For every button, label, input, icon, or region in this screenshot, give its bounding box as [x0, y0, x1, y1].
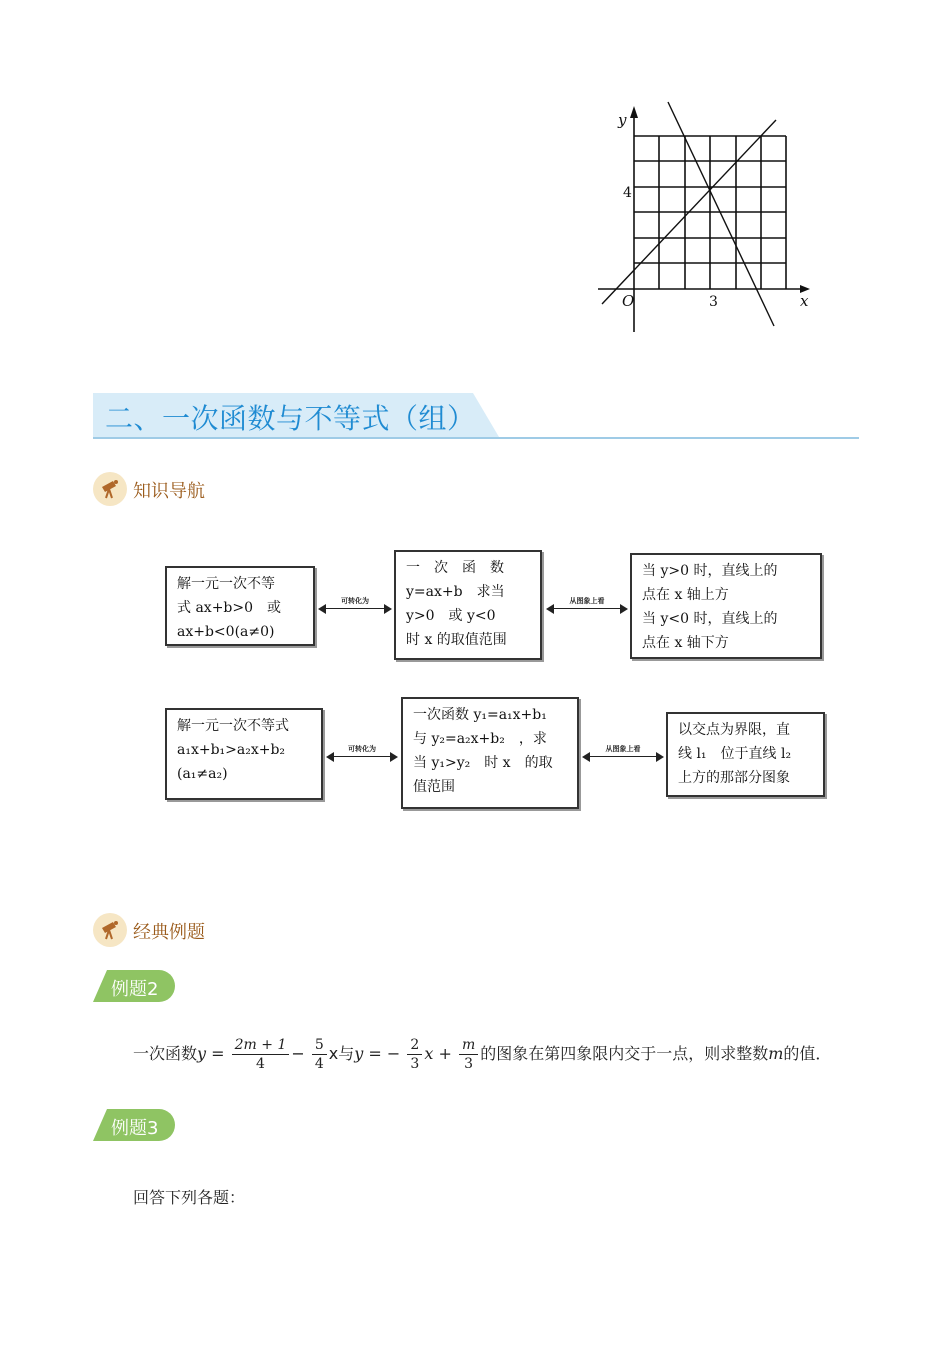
flow-text: 点在 x 轴下方 [642, 635, 729, 651]
coordinate-graph [592, 100, 822, 340]
flow-row2-arrow1 [326, 746, 398, 766]
flow-text: ax+b<0(a≠0) [177, 624, 275, 640]
x-tick-label: 3 [709, 294, 718, 310]
fraction-numerator: m [459, 1036, 478, 1055]
problem-text: 一次函数 [133, 1044, 198, 1063]
origin-label: O [622, 292, 635, 310]
flow-text: a₁x+b₁>a₂x+b₂ [177, 742, 286, 758]
example2-problem [133, 1036, 831, 1073]
flow-text: y>0 或 y<0 [406, 608, 496, 624]
flow-row2-box2 [401, 697, 579, 809]
telescope-icon [93, 472, 127, 506]
flow-text: 当 y<0 时，直线上的 [642, 611, 778, 627]
arrow-label: 可转化为 [348, 745, 376, 753]
flow-text: 当 y>0 时，直线上的 [642, 563, 778, 579]
flow-text: 解一元一次不等 [177, 576, 275, 592]
flow-text: 点在 x 轴上方 [642, 587, 729, 603]
fraction-numerator: 2 [407, 1036, 422, 1055]
section-header [93, 393, 859, 439]
x-axis-label: x [800, 292, 809, 310]
flow-text: 一 次 函 数 [406, 560, 504, 576]
flow-text: 线 l₁ 位于直线 l₂ [678, 746, 792, 762]
math-text: y = [197, 1044, 225, 1063]
arrow-label: 从图象上看 [605, 745, 641, 753]
arrow-label: 从图象上看 [569, 597, 605, 605]
flow-text: 上方的那部分图象 [678, 770, 790, 786]
math-text: y = − [354, 1044, 401, 1063]
y-tick-label: 4 [623, 185, 632, 201]
telescope-icon [93, 913, 127, 947]
example2-tag [93, 970, 175, 1002]
flow-row1-arrow1 [318, 598, 392, 618]
knowledge-nav-label: 知识导航 [133, 481, 205, 502]
math-text: m [768, 1044, 784, 1063]
fraction-denominator: 4 [256, 1056, 265, 1072]
arrow-label: 可转化为 [341, 597, 369, 605]
problem-text: 的值． [783, 1044, 832, 1063]
flow-text: (a₁≠a₂) [177, 766, 228, 782]
fraction-numerator: 5 [312, 1036, 327, 1055]
fraction [407, 1036, 422, 1073]
example3-tag [93, 1109, 175, 1141]
fraction [312, 1036, 327, 1073]
flow-text: 值范围 [413, 779, 455, 795]
math-text: x + [424, 1044, 452, 1063]
fraction [459, 1036, 478, 1073]
example3-tag-label: 例题3 [111, 1118, 159, 1139]
math-text: − [291, 1044, 305, 1063]
flow-text: 时 x 的取值范围 [406, 632, 507, 648]
section-underline [93, 437, 859, 439]
fraction-denominator: 3 [410, 1056, 420, 1072]
flow-text: 当 y₁>y₂ 时 x 的取 [413, 755, 553, 771]
section-title: 二、一次函数与不等式（组） [105, 402, 476, 435]
flow-text: 与 y₂=a₂x+b₂ ，求 [413, 731, 547, 747]
grid [634, 136, 786, 289]
flow-row1-box3 [630, 553, 822, 659]
classic-examples-label: 经典例题 [133, 922, 205, 943]
knowledge-nav-header [93, 472, 253, 506]
y-axis-label: y [618, 111, 627, 129]
example2-tag-label: 例题2 [111, 979, 159, 1000]
flow-text: 解一元一次不等式 [177, 718, 289, 734]
flow-text: y=ax+b 求当 [406, 584, 505, 600]
y-axis-arrow [630, 106, 638, 118]
flow-text: 以交点为界限，直 [678, 722, 790, 738]
flow-row2-box3 [666, 712, 825, 797]
example3-problem: 回答下列各题： [133, 1188, 246, 1207]
math-text: x与 [328, 1044, 355, 1063]
problem-text: 的图象在第四象限内交于一点，则求整数 [480, 1044, 769, 1063]
fraction [232, 1036, 290, 1073]
classic-examples-header [93, 913, 253, 947]
fraction-numerator: 2m + 1 [232, 1036, 290, 1055]
flow-text: 式 ax+b>0 或 [177, 600, 282, 616]
flow-text: 一次函数 y₁=a₁x+b₁ [413, 707, 547, 723]
flow-row2-box1 [165, 708, 323, 800]
flow-row1-arrow2 [546, 598, 628, 618]
fraction-denominator: 3 [464, 1056, 474, 1072]
flow-row1-box2 [394, 550, 542, 660]
flow-row1-box1 [165, 566, 315, 646]
flow-row2-arrow2 [582, 746, 664, 766]
fraction-denominator: 4 [314, 1056, 324, 1072]
